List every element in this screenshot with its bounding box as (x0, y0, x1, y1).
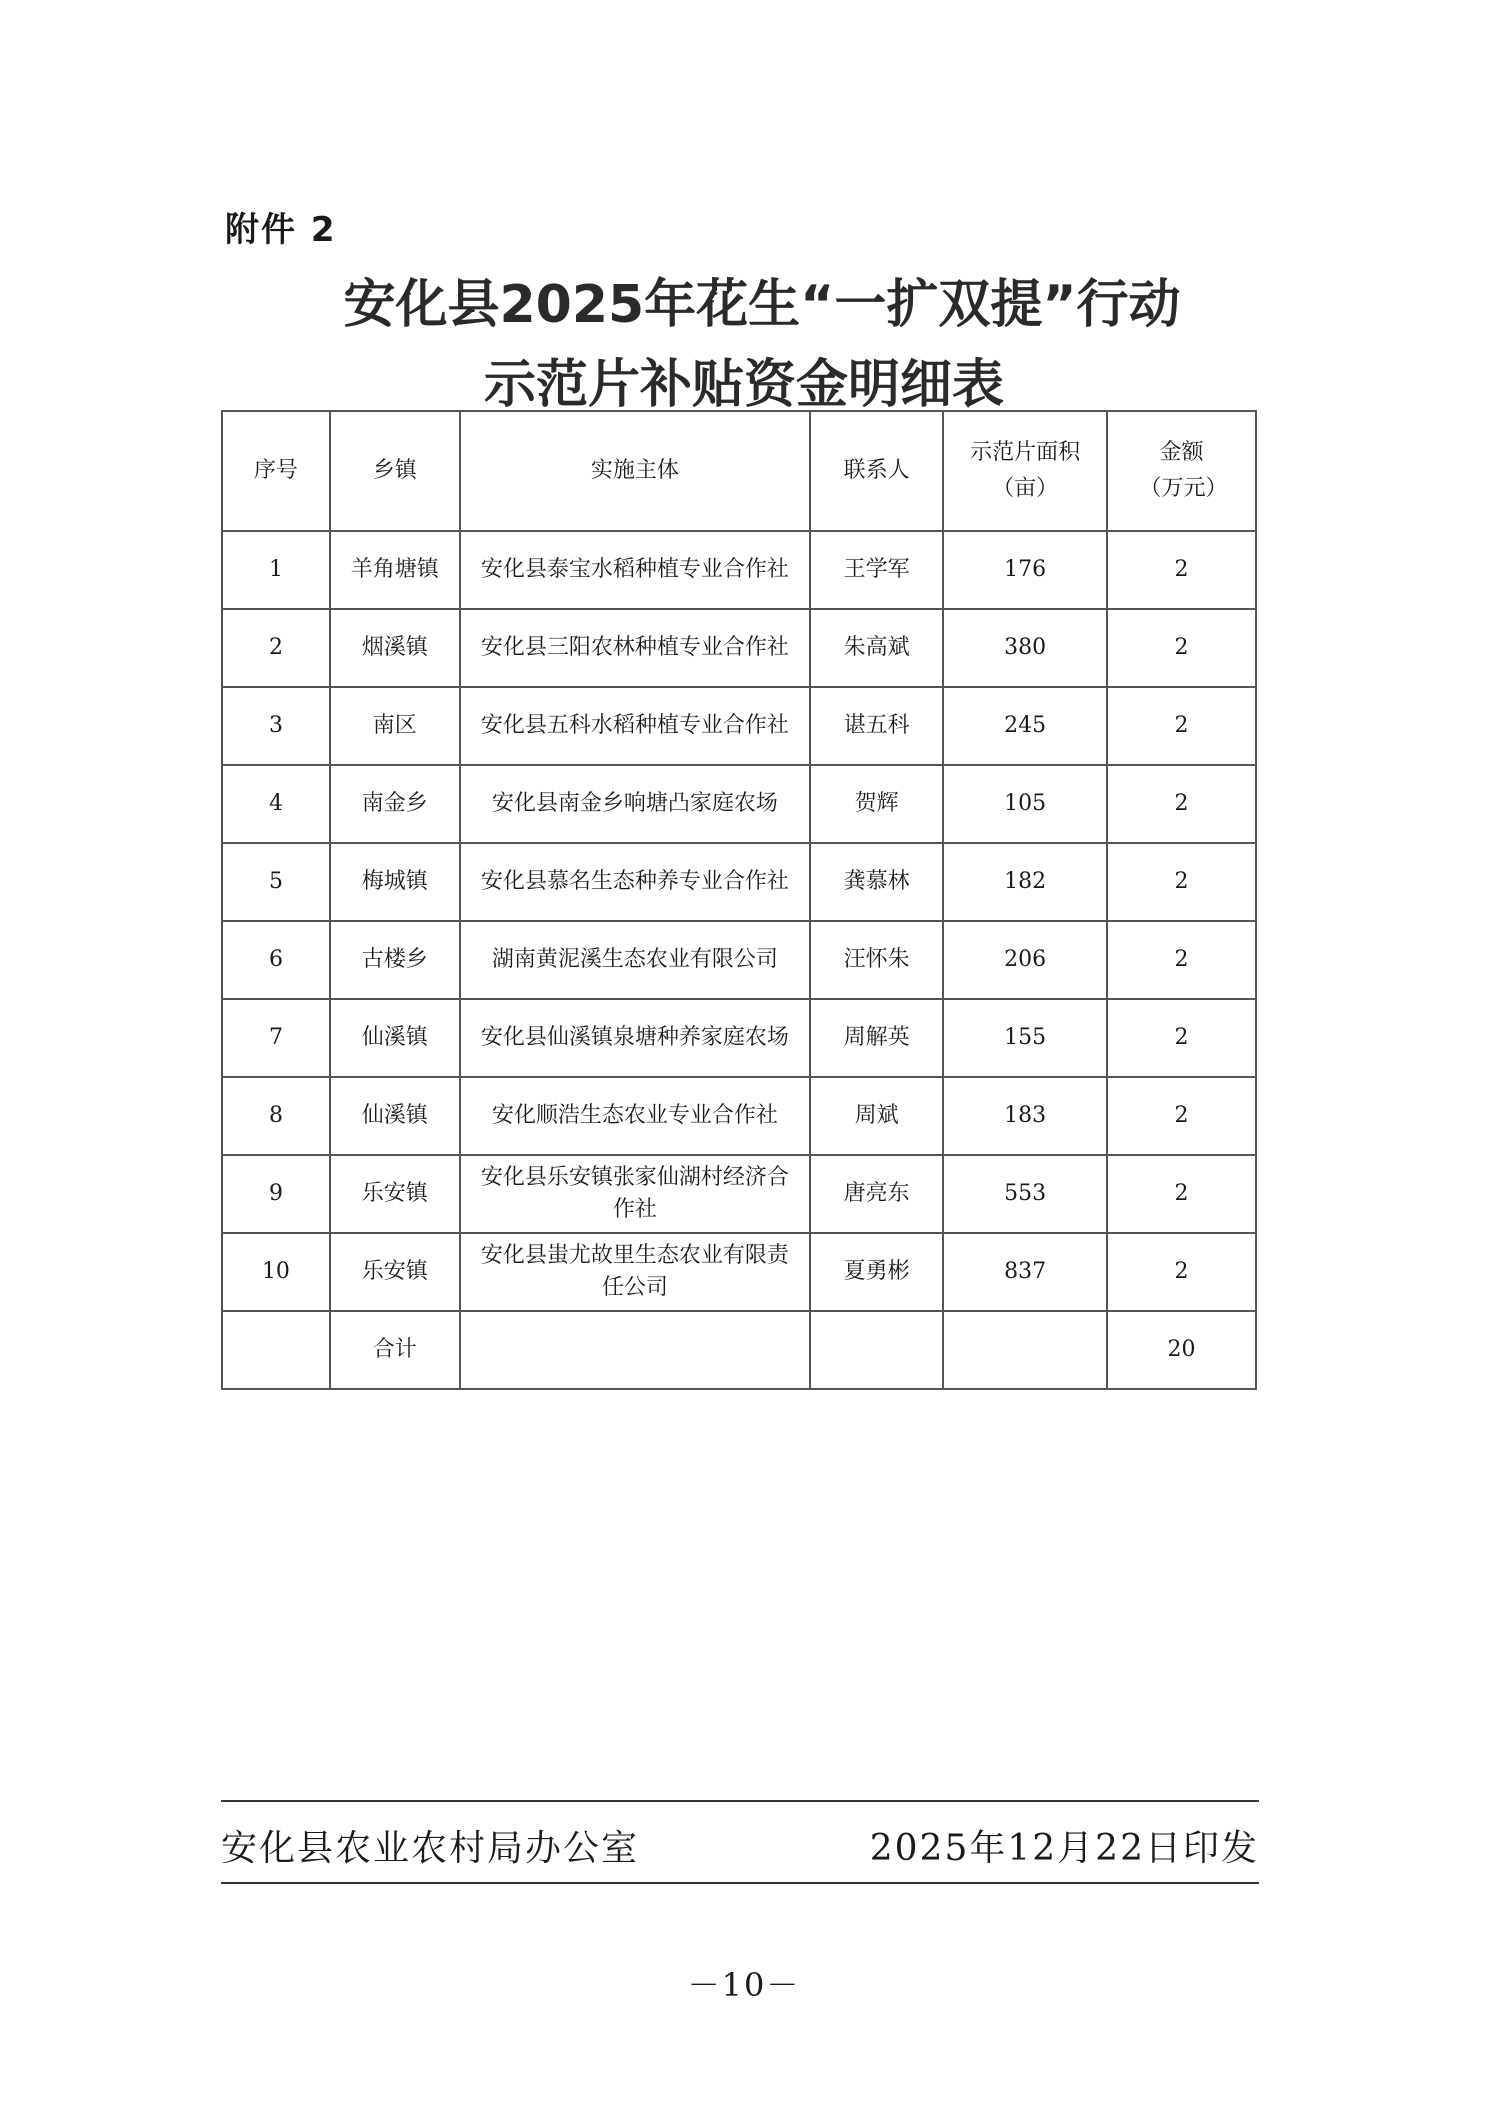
subsidy-detail-table (221, 410, 1257, 1390)
cell-entity (460, 999, 810, 1077)
cell-area: 245 (943, 687, 1107, 765)
header-town: 乡镇 (330, 411, 460, 531)
cell-contact: 唐亮东 (810, 1155, 943, 1233)
cell-entity (460, 765, 810, 843)
cell-no: 9 (222, 1155, 330, 1233)
header-contact: 联系人 (810, 411, 943, 531)
cell-contact: 周斌 (810, 1077, 943, 1155)
cell-amount: 2 (1107, 765, 1256, 843)
cell-town: 羊角塘镇 (330, 531, 460, 609)
cell-area: 182 (943, 843, 1107, 921)
cell-town: 南金乡 (330, 765, 460, 843)
entity-text: 安化县五科水稻种植专业合作社 (480, 713, 789, 738)
cell-area: 183 (943, 1077, 1107, 1155)
entity-text: 安化县南金乡响塘凸家庭农场 (491, 791, 778, 816)
cell-area: 553 (943, 1155, 1107, 1233)
table-row (222, 687, 1256, 765)
total-row (222, 1311, 1256, 1389)
cell-town: 南区 (330, 687, 460, 765)
cell-no: 1 (222, 531, 330, 609)
table-row (222, 843, 1256, 921)
cell-town: 梅城镇 (330, 843, 460, 921)
table-row (222, 1155, 1256, 1233)
cell-town: 仙溪镇 (330, 999, 460, 1077)
entity-text: 安化县蚩尤故里生态农业有限责任公司 (480, 1243, 789, 1300)
cell-town: 仙溪镇 (330, 1077, 460, 1155)
page-number: －10－ (687, 1966, 801, 2004)
attachment-label: 附件 2 (225, 210, 337, 250)
cell-entity (460, 843, 810, 921)
cell-empty (222, 1311, 330, 1389)
cell-entity (460, 531, 810, 609)
cell-empty (810, 1311, 943, 1389)
entity-text: 安化县仙溪镇泉塘种养家庭农场 (480, 1025, 789, 1050)
cell-contact: 龚慕林 (810, 843, 943, 921)
entity-text: 安化县乐安镇张家仙湖村经济合作社 (480, 1165, 789, 1222)
cell-contact: 谌五科 (810, 687, 943, 765)
cell-amount: 2 (1107, 1155, 1256, 1233)
total-amount: 20 (1107, 1311, 1256, 1389)
cell-amount: 2 (1107, 1233, 1256, 1311)
table-row (222, 999, 1256, 1077)
cell-entity (460, 1077, 810, 1155)
header-amount (1107, 411, 1256, 531)
header-area (943, 411, 1107, 531)
cell-entity (460, 609, 810, 687)
cell-amount: 2 (1107, 531, 1256, 609)
cell-no: 2 (222, 609, 330, 687)
cell-no: 5 (222, 843, 330, 921)
cell-town: 古楼乡 (330, 921, 460, 999)
entity-text: 安化顺浩生态农业专业合作社 (491, 1103, 778, 1128)
cell-no: 8 (222, 1077, 330, 1155)
cell-town: 乐安镇 (330, 1155, 460, 1233)
document-title-line1: 安化县2025年花生“一扩双提”行动 (343, 275, 1181, 335)
cell-no: 10 (222, 1233, 330, 1311)
cell-empty (460, 1311, 810, 1389)
header-area-text: 示范片面积（亩） (970, 440, 1081, 501)
cell-contact: 夏勇彬 (810, 1233, 943, 1311)
cell-entity (460, 687, 810, 765)
cell-contact: 朱高斌 (810, 609, 943, 687)
document-title-line2: 示范片补贴资金明细表 (483, 355, 1004, 415)
cell-no: 3 (222, 687, 330, 765)
issuing-office: 安化县农业农村局办公室 (221, 1828, 640, 1869)
cell-town: 烟溪镇 (330, 609, 460, 687)
entity-text: 安化县三阳农林种植专业合作社 (480, 635, 789, 660)
header-amount-text: 金额（万元） (1139, 440, 1228, 501)
cell-contact: 周解英 (810, 999, 943, 1077)
cell-contact: 汪怀朱 (810, 921, 943, 999)
cell-area: 176 (943, 531, 1107, 609)
cell-town: 乐安镇 (330, 1233, 460, 1311)
cell-amount: 2 (1107, 921, 1256, 999)
footer-bottom-rule (221, 1882, 1259, 1884)
table-row (222, 609, 1256, 687)
cell-amount: 2 (1107, 999, 1256, 1077)
cell-entity (460, 921, 810, 999)
cell-amount: 2 (1107, 687, 1256, 765)
cell-amount: 2 (1107, 843, 1256, 921)
footer-top-rule (221, 1800, 1259, 1802)
cell-area: 155 (943, 999, 1107, 1077)
header-entity: 实施主体 (460, 411, 810, 531)
cell-area: 837 (943, 1233, 1107, 1311)
cell-no: 6 (222, 921, 330, 999)
table-row (222, 1077, 1256, 1155)
issue-date: 2025年12月22日印发 (869, 1828, 1259, 1869)
cell-amount: 2 (1107, 609, 1256, 687)
total-label: 合计 (330, 1311, 460, 1389)
footer (221, 1820, 1259, 1870)
table-row (222, 921, 1256, 999)
cell-contact: 贺辉 (810, 765, 943, 843)
header-no: 序号 (222, 411, 330, 531)
cell-no: 4 (222, 765, 330, 843)
cell-area: 206 (943, 921, 1107, 999)
entity-text: 安化县慕名生态种养专业合作社 (480, 869, 789, 894)
cell-no: 7 (222, 999, 330, 1077)
cell-area: 380 (943, 609, 1107, 687)
entity-text: 湖南黄泥溪生态农业有限公司 (491, 947, 778, 972)
cell-area: 105 (943, 765, 1107, 843)
entity-text: 安化县泰宝水稻种植专业合作社 (480, 557, 789, 582)
cell-empty (943, 1311, 1107, 1389)
cell-contact: 王学军 (810, 531, 943, 609)
table-row (222, 765, 1256, 843)
cell-entity (460, 1155, 810, 1233)
table-header-row (222, 411, 1256, 531)
cell-entity (460, 1233, 810, 1311)
table-row (222, 531, 1256, 609)
table-row (222, 1233, 1256, 1311)
cell-amount: 2 (1107, 1077, 1256, 1155)
